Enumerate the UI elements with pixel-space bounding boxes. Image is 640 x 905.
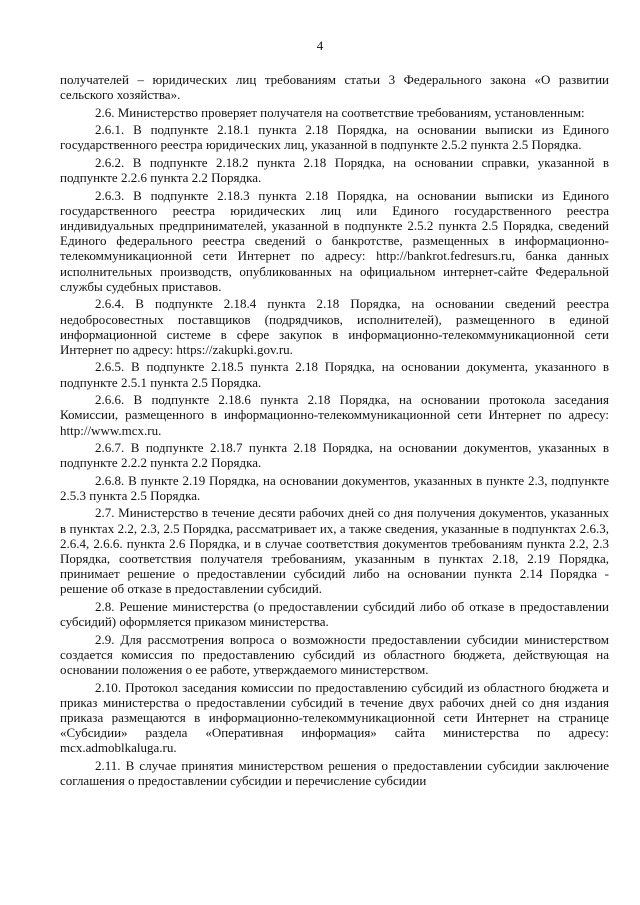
document-body: [60, 72, 609, 791]
paragraph: получателей – юридических лиц требованиям статьи 3 Федерального закона «О развитии сельского хозяйства».: [60, 72, 609, 103]
page-number: 4: [316, 38, 324, 53]
paragraph: 2.6.2. В подпункте 2.18.2 пункта 2.18 Порядка, на основании справки, указанной в подпункте 2.2.6 пункта 2.2 Порядка.: [60, 154, 609, 186]
paragraph: 2.6.6. В подпункте 2.18.6 пункта 2.18 Порядка, на основании протокола заседания Комиссии, размещенного в информационно-телекоммуникационной сети Интернет по адресу: http://www.mcx.ru.: [60, 392, 609, 438]
paragraph: 2.9. Для рассмотрения вопроса о возможности предоставлении субсидии министерством создается комиссия по предоставлению субсидий из областного бюджета, действующая на основании положения о ее работе, утверждаемого министерством.: [60, 631, 609, 678]
paragraph: 2.6.3. В подпункте 2.18.3 пункта 2.18 Порядка, на основании выписки из Единого государственного реестра юридических лиц или Единого государственного реестра индивидуальных предпринимателей, указанной в подпункте 2.5.2 пункта 2.5 Порядка, сведений Единого федерального реестра сведений о банкротстве, размещенных в информационно-телекоммуникационной сети Интернет по адресу: http://bankrot.fedresurs.ru, банка данных исполнительных производств, опубликованных на официальном интернет-сайте Федеральной службы судебных приставов.: [60, 187, 609, 294]
paragraph: 2.7. Министерство в течение десяти рабочих дней со дня получения документов, указанных в пунктах 2.2, 2.3, 2.5 Порядка, рассматривает их, а также сведения, указанные в подпунктах 2.6.3, 2.6.4, 2.6.6. пункта 2.6 Порядка, и в случае соответствия документов требованиям пункта 2.2, 2.3 Порядка, соответствия получателя требованиям, указанным в пунктах 2.18, 2.19 Порядка, принимает решение о предоставлении субсидий либо на основании пункта 2.14 Порядка - решение об отказе в предоставлении субсидий.: [60, 505, 609, 597]
paragraph: 2.6.1. В подпункте 2.18.1 пункта 2.18 Порядка, на основании выписки из Единого государственного реестра юридических лиц, указанной в подпункте 2.5.2 пункта 2.5 Порядка.: [60, 122, 609, 153]
paragraph: 2.6. Министерство проверяет получателя на соответствие требованиям, установленным:: [95, 104, 585, 120]
paragraph: 2.6.5. В подпункте 2.18.5 пункта 2.18 Порядка, на основании документа, указанного в подпункте 2.5.1 пункта 2.5 Порядка.: [60, 359, 609, 390]
paragraph: 2.6.7. В подпункте 2.18.7 пункта 2.18 Порядка, на основании документов, указанных в подпункте 2.2.2 пункта 2.2 Порядка.: [60, 440, 609, 471]
paragraph: 2.6.8. В пункте 2.19 Порядка, на основании документов, указанных в пункте 2.3, подпункте 2.5.3 пункта 2.5 Порядка.: [60, 472, 609, 503]
paragraph: 2.8. Решение министерства (о предоставлении субсидий либо об отказе в предоставлении субсидий) оформляется приказом министерства.: [60, 598, 609, 630]
paragraph: 2.11. В случае принятия министерством решения о предоставлении субсидии заключение соглашения о предоставлении субсидии и перечисление субсидии: [60, 757, 609, 789]
paragraph: 2.10. Протокол заседания комиссии по предоставлению субсидий из областного бюджета и приказ министерства о предоставлении субсидий в течение двух рабочих дней со дня издания приказа размещаются в информационно-телекоммуникационной сети Интернет на странице «Субсидии» раздела «Оперативная информация» сайта министерства по адресу: mcx.admoblkaluga.ru.: [60, 679, 609, 756]
paragraph: 2.6.4. В подпункте 2.18.4 пункта 2.18 Порядка, на основании сведений реестра недобросовестных поставщиков (подрядчиков, исполнителей), размещенного в единой информационной системе в сфере закупок в информационно-телекоммуникационной сети Интернет по адресу: https://zakupki.gov.ru.: [60, 296, 609, 357]
